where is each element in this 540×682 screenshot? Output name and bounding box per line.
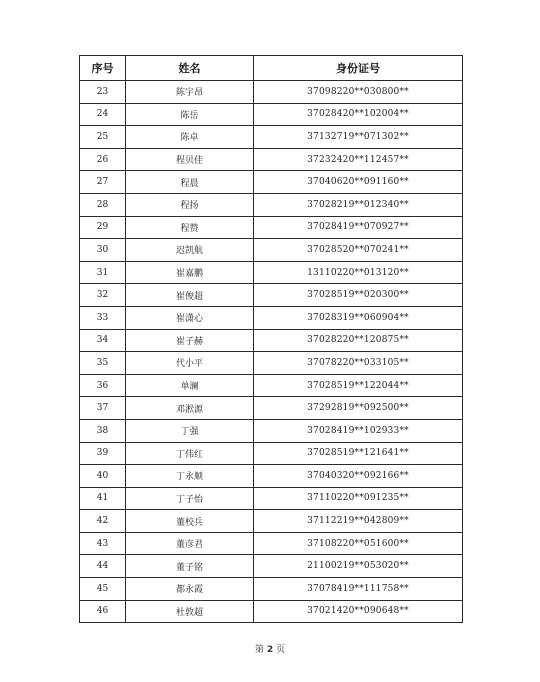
cell-serial-number: 41 [80,487,126,510]
roster-table [79,55,463,623]
cell-serial-number: 43 [80,532,126,555]
cell-name: 崔子赫 [126,329,254,352]
table-row [80,419,463,442]
cell-serial-number: 31 [80,261,126,284]
cell-name: 董彦君 [126,532,254,555]
cell-serial-number: 44 [80,555,126,578]
cell-id-number: 37028520**070241** [254,239,463,262]
cell-serial-number: 35 [80,352,126,375]
table-row [80,600,463,623]
table-body [80,81,463,623]
table-row [80,442,463,465]
cell-name: 董子铭 [126,555,254,578]
cell-id-number: 13110220**013120** [254,261,463,284]
cell-name: 单澜 [126,374,254,397]
cell-name: 都永霞 [126,578,254,601]
cell-serial-number: 36 [80,374,126,397]
cell-serial-number: 28 [80,193,126,216]
cell-name: 邓淞源 [126,397,254,420]
cell-id-number: 37040620**091160** [254,171,463,194]
table-row [80,397,463,420]
cell-name: 陈卓 [126,126,254,149]
cell-serial-number: 29 [80,216,126,239]
table-row [80,487,463,510]
cell-id-number: 37232420**112457** [254,148,463,171]
header-name: 姓名 [126,56,254,81]
table-row [80,352,463,375]
table-row [80,148,463,171]
cell-serial-number: 39 [80,442,126,465]
cell-name: 崔嘉鹏 [126,261,254,284]
cell-id-number: 21100219**053020** [254,555,463,578]
cell-serial-number: 45 [80,578,126,601]
cell-name: 崔潇心 [126,306,254,329]
cell-serial-number: 24 [80,103,126,126]
cell-serial-number: 37 [80,397,126,420]
cell-name: 杜敦超 [126,600,254,623]
header-serial-number: 序号 [80,56,126,81]
cell-id-number: 37110220**091235** [254,487,463,510]
cell-serial-number: 34 [80,329,126,352]
cell-id-number: 37028419**070927** [254,216,463,239]
table-row [80,193,463,216]
cell-serial-number: 46 [80,600,126,623]
cell-name: 程贝佳 [126,148,254,171]
cell-id-number: 37078220**033105** [254,352,463,375]
header-id-number: 身份证号 [254,56,463,81]
cell-id-number: 37108220**051600** [254,532,463,555]
cell-name: 崔俊超 [126,284,254,307]
table-row [80,532,463,555]
cell-serial-number: 40 [80,465,126,488]
cell-id-number: 37112219**042809** [254,510,463,533]
cell-name: 陈岳 [126,103,254,126]
cell-serial-number: 42 [80,510,126,533]
cell-serial-number: 38 [80,419,126,442]
cell-name: 程赞 [126,216,254,239]
cell-id-number: 37028519**121641** [254,442,463,465]
table-row [80,261,463,284]
cell-id-number: 37028420**102004** [254,103,463,126]
table-row [80,81,463,104]
table-row [80,171,463,194]
cell-id-number: 37098220**030800** [254,81,463,104]
table-row [80,126,463,149]
cell-serial-number: 26 [80,148,126,171]
cell-name: 丁伟红 [126,442,254,465]
cell-id-number: 37028319**060904** [254,306,463,329]
header-row [80,56,463,81]
cell-name: 代小平 [126,352,254,375]
table-row [80,329,463,352]
page-footer [0,642,540,655]
cell-id-number: 37028220**120875** [254,329,463,352]
cell-name: 程扬 [126,193,254,216]
cell-serial-number: 25 [80,126,126,149]
cell-id-number: 37021420**090648** [254,600,463,623]
cell-id-number: 37040320**092166** [254,465,463,488]
table-header [80,56,463,81]
table-row [80,306,463,329]
table-row [80,284,463,307]
cell-id-number: 37028519**122044** [254,374,463,397]
cell-serial-number: 32 [80,284,126,307]
cell-id-number: 37028519**020300** [254,284,463,307]
table-row [80,578,463,601]
cell-id-number: 37292819**092500** [254,397,463,420]
cell-name: 程晨 [126,171,254,194]
cell-id-number: 37028219**012340** [254,193,463,216]
cell-name: 董校兵 [126,510,254,533]
cell-name: 迟凯航 [126,239,254,262]
table-row [80,465,463,488]
cell-serial-number: 27 [80,171,126,194]
table-row [80,216,463,239]
cell-name: 陈宇昂 [126,81,254,104]
cell-serial-number: 30 [80,239,126,262]
table-row [80,510,463,533]
cell-id-number: 37028419**102933** [254,419,463,442]
cell-name: 丁强 [126,419,254,442]
cell-serial-number: 23 [80,81,126,104]
table-row [80,239,463,262]
page-number-prefix: 第 [254,645,264,655]
page-number: 2 [266,645,274,655]
page-number-suffix: 页 [276,645,286,655]
table-row [80,374,463,397]
cell-name: 丁子怡 [126,487,254,510]
cell-id-number: 37078419**111758** [254,578,463,601]
cell-id-number: 37132719**071302** [254,126,463,149]
cell-name: 丁永顺 [126,465,254,488]
cell-serial-number: 33 [80,306,126,329]
table-row [80,103,463,126]
table-row [80,555,463,578]
